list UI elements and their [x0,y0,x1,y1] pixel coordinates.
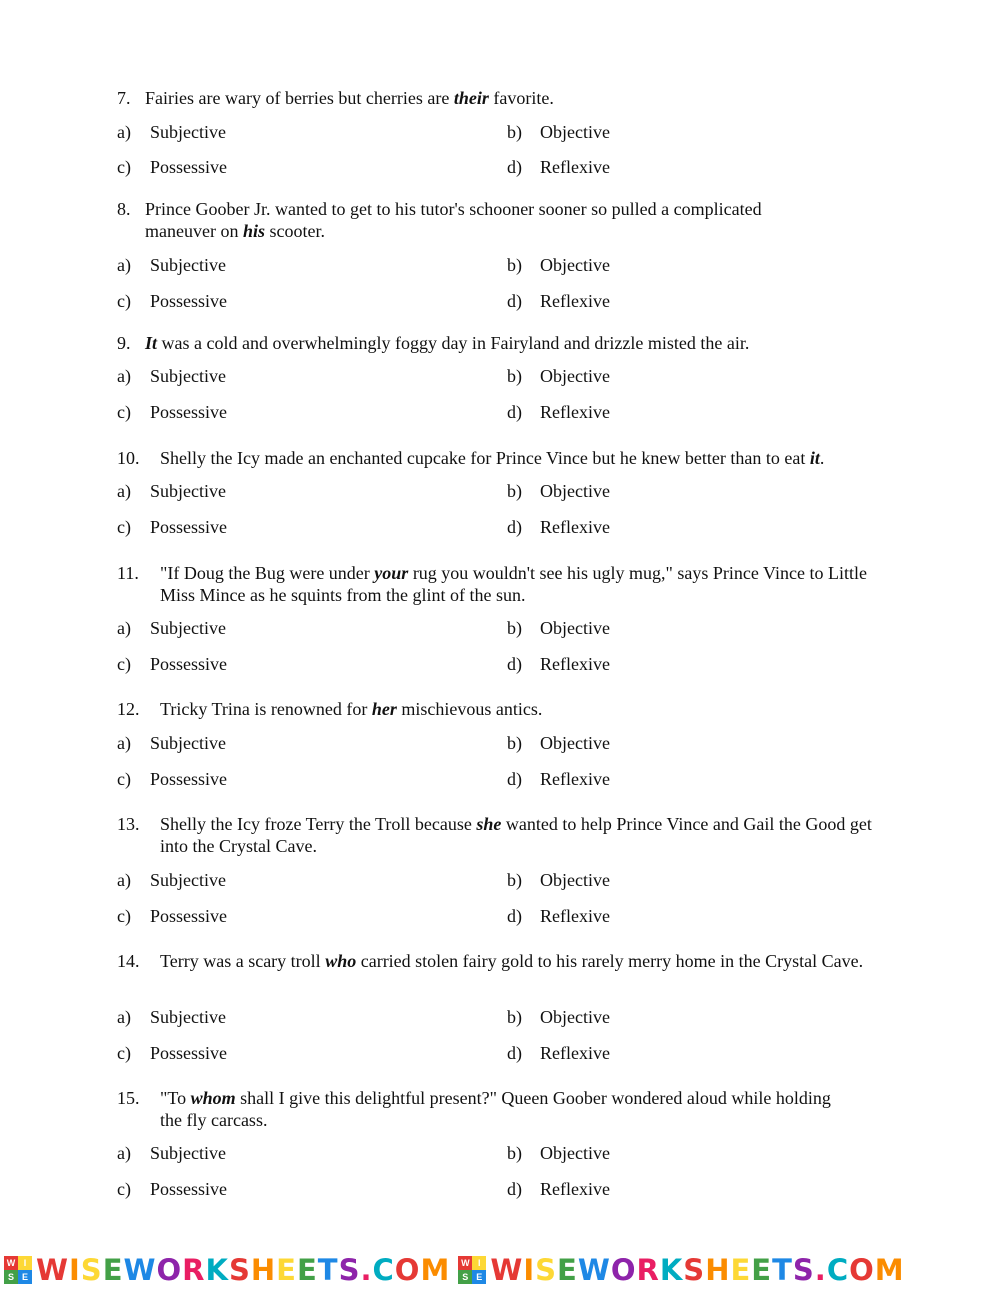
option-a[interactable]: a) Subjective [117,618,226,638]
question-text: Terry was a scary troll who carried stolen fairy gold to his rarely merry home in the Crystal Cave. [160,951,864,971]
option-b[interactable]: b) Objective [507,1007,610,1027]
badge-icon: W I S E [458,1256,486,1284]
question-number: 9. [117,333,131,353]
brand-text [36,1253,450,1287]
option-d[interactable]: d) Reflexive [507,654,610,674]
option-a[interactable]: a) Subjective [117,870,226,890]
footer-watermark [0,1248,1000,1291]
option-c[interactable]: c) Possessive [117,1043,228,1063]
option-b[interactable]: b) Objective [507,870,610,890]
target-pronoun: his [242,221,265,241]
option-a[interactable]: a) Subjective [117,1143,226,1163]
option-b[interactable]: b) Objective [507,255,610,275]
question-12 [117,698,897,720]
question-text: "If Doug the Bug were under your rug you wouldn't see his ugly mug," says Prince Vince to Little Miss Mince as he squints from the glint of the sun. [160,563,867,605]
brand-text-letters: WISEWORKSHEETS.COM [490,1252,905,1287]
question-9 [117,332,897,354]
option-c[interactable]: c) Possessive [117,906,228,926]
target-pronoun: whom [190,1088,236,1108]
target-pronoun: It [145,333,158,353]
question-text: It was a cold and overwhelmingly foggy day in Fairyland and drizzle misted the air. [145,333,750,353]
option-b[interactable]: b) Objective [507,366,610,386]
option-b[interactable]: b) Objective [507,618,610,638]
option-c[interactable]: c) Possessive [117,291,228,311]
question-text: Prince Goober Jr. wanted to get to his tutor's schooner sooner so pulled a complicated maneuver on his scooter. [145,199,762,241]
option-d[interactable]: d) Reflexive [507,291,610,311]
option-b[interactable]: b) Objective [507,1143,610,1163]
question-number: 8. [117,199,131,219]
question-text: Shelly the Icy made an enchanted cupcake for Prince Vince but he knew better than to eat it. [160,448,825,468]
question-text: "To whom shall I give this delightful present?" Queen Goober wondered aloud while holding the fly carcass. [160,1088,831,1130]
question-text: Shelly the Icy froze Terry the Troll because she wanted to help Prince Vince and Gail the Good get into the Crystal Cave. [160,814,872,856]
question-15 [117,1087,897,1131]
question-number: 10. [117,448,140,468]
option-d[interactable]: d) Reflexive [507,906,610,926]
option-b[interactable]: b) Objective [507,733,610,753]
target-pronoun: your [374,563,409,583]
option-c[interactable]: c) Possessive [117,402,228,422]
question-number: 13. [117,814,140,834]
question-11 [117,562,897,606]
question-13 [117,813,897,857]
option-d[interactable]: d) Reflexive [507,769,610,789]
option-a[interactable]: a) Subjective [117,733,226,753]
brand-logo-2 [458,1253,904,1287]
option-c[interactable]: c) Possessive [117,769,228,789]
option-c[interactable]: c) Possessive [117,1179,228,1199]
question-number: 12. [117,699,140,719]
option-a[interactable]: a) Subjective [117,366,226,386]
question-number: 14. [117,951,140,971]
question-10 [117,447,897,469]
option-c[interactable]: c) Possessive [117,654,228,674]
target-pronoun: it [809,448,820,468]
option-a[interactable]: a) Subjective [117,255,226,275]
target-pronoun: her [371,699,397,719]
option-a[interactable]: a) Subjective [117,1007,226,1027]
question-8 [117,198,897,242]
target-pronoun: their [453,88,489,108]
brand-text-letters: WISEWORKSHEETS.COM [36,1252,451,1287]
option-d[interactable]: d) Reflexive [507,517,610,537]
option-c[interactable]: c) Possessive [117,517,228,537]
question-text: Fairies are wary of berries but cherries are their favorite. [145,88,554,108]
option-b[interactable]: b) Objective [507,481,610,501]
option-d[interactable]: d) Reflexive [507,1043,610,1063]
question-number: 7. [117,88,131,108]
question-text: Tricky Trina is renowned for her mischievous antics. [160,699,543,719]
badge-icon: W I S E [4,1256,32,1284]
target-pronoun: who [325,951,357,971]
option-c[interactable]: c) Possessive [117,157,228,177]
brand-logo-1 [4,1253,450,1287]
question-number: 11. [117,563,139,583]
brand-text [490,1253,904,1287]
option-d[interactable]: d) Reflexive [507,402,610,422]
option-b[interactable]: b) Objective [507,122,610,142]
option-d[interactable]: d) Reflexive [507,157,610,177]
option-d[interactable]: d) Reflexive [507,1179,610,1199]
question-number: 15. [117,1088,140,1108]
target-pronoun: she [476,814,502,834]
option-a[interactable]: a) Subjective [117,481,226,501]
option-a[interactable]: a) Subjective [117,122,226,142]
question-14 [117,950,897,972]
question-7 [117,87,897,109]
